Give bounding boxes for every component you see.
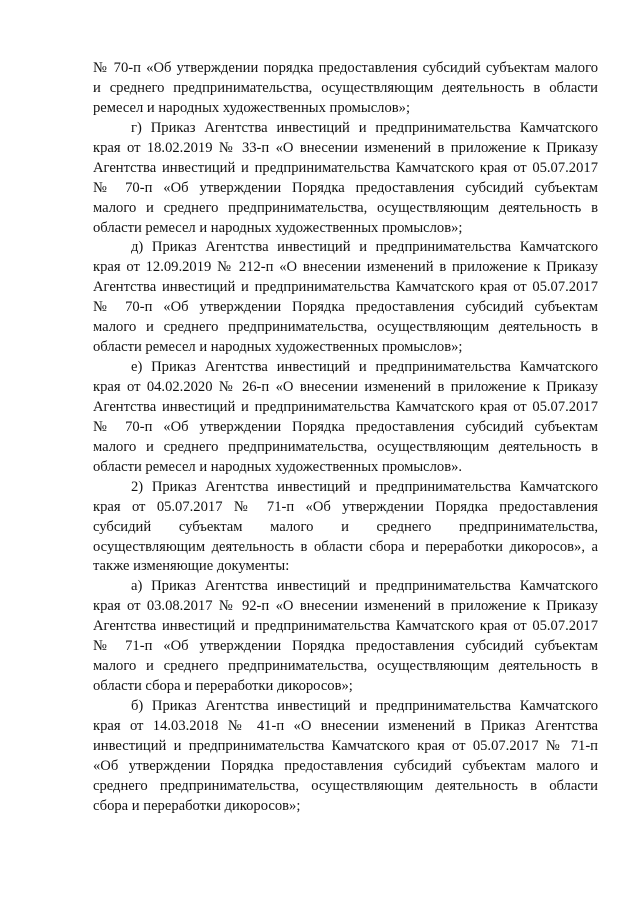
document-text-line: № 70-п «Об утверждении Порядка предоставления субсидий субъектам (93, 418, 598, 435)
document-body-text (93, 59, 598, 817)
document-text-line: инвестиций и предпринимательства Камчатского края от 05.07.2017 № 71-п (93, 737, 598, 754)
document-text-line: сбора и переработки дикоросов»; (93, 797, 301, 814)
document-text-line: № 71-п «Об утверждении Порядка предоставления субсидий субъектам (93, 638, 598, 655)
document-text-line: ремесел и народных художественных промыслов»; (93, 99, 410, 116)
document-text-line: «Об утверждении Порядка предоставления субсидий субъектам малого и (93, 757, 598, 774)
document-text-line: области сбора и переработки дикоросов»; (93, 678, 353, 695)
document-text-line: области ремесел и народных художественных промыслов». (93, 458, 463, 475)
document-text-line: субсидий субъектам малого и среднего предпринимательства, (93, 518, 598, 535)
document-text-line: 2) Приказ Агентства инвестиций и предпринимательства Камчатского (131, 478, 598, 495)
document-text-line: края от 04.02.2020 № 26-п «О внесении изменений в приложение к Приказу (93, 379, 598, 395)
document-text-line: малого и среднего предпринимательства, осуществляющим деятельность в (93, 199, 598, 216)
document-text-line: Агентства инвестиций и предпринимательства Камчатского края от 05.07.2017 (93, 159, 598, 176)
document-text-line: края от 12.09.2019 № 212-п «О внесении изменений в приложение к Приказу (93, 259, 598, 276)
document-text-line: № 70-п «Об утверждении порядка предоставления субсидий субъектам малого (93, 60, 598, 76)
document-text-line: области ремесел и народных художественных промыслов»; (93, 339, 463, 356)
document-text-line: г) Приказ Агентства инвестиций и предпринимательства Камчатского (131, 119, 598, 136)
document-text-line: осуществляющим деятельность в области сбора и переработки дикоросов», а (93, 538, 598, 555)
document-text-line: б) Приказ Агентства инвестиций и предпринимательства Камчатского (131, 698, 598, 714)
document-text-line: Агентства инвестиций и предпринимательства Камчатского края от 05.07.2017 (93, 398, 598, 415)
document-text-line: а) Приказ Агентства инвестиций и предпринимательства Камчатского (131, 578, 598, 595)
document-text-line: № 70-п «Об утверждении Порядка предоставления субсидий субъектам (93, 179, 598, 196)
document-text-line: среднего предпринимательства, осуществляющим деятельность в области (93, 777, 598, 794)
document-text-line: края от 14.03.2018 № 41-п «О внесении изменений в Приказ Агентства (93, 717, 598, 734)
document-text-line: малого и среднего предпринимательства, осуществляющим деятельность в (93, 319, 598, 336)
document-text-line: Агентства инвестиций и предпринимательства Камчатского края от 05.07.2017 (93, 279, 598, 296)
document-text-line: малого и среднего предпринимательства, осуществляющим деятельность в (93, 658, 598, 675)
document-text-line: д) Приказ Агентства инвестиций и предпринимательства Камчатского (131, 239, 598, 256)
document-text-line: края от 18.02.2019 № 33-п «О внесении изменений в приложение к Приказу (93, 139, 598, 156)
document-text-line: края от 03.08.2017 № 92-п «О внесении изменений в приложение к Приказу (93, 598, 598, 615)
document-text-line: также изменяющие документы: (93, 558, 290, 575)
document-text-line: № 70-п «Об утверждении Порядка предоставления субсидий субъектам (93, 299, 598, 316)
document-text-line: е) Приказ Агентства инвестиций и предпринимательства Камчатского (131, 359, 598, 376)
document-text-line: края от 05.07.2017 № 71-п «Об утверждении Порядка предоставления (93, 498, 598, 515)
document-text-line: малого и среднего предпринимательства, осуществляющим деятельность в (93, 438, 598, 455)
document-text-line: Агентства инвестиций и предпринимательства Камчатского края от 05.07.2017 (93, 618, 598, 635)
document-text-line: и среднего предпринимательства, осуществляющим деятельность в области (93, 79, 598, 96)
document-text-line: области ремесел и народных художественных промыслов»; (93, 219, 463, 236)
